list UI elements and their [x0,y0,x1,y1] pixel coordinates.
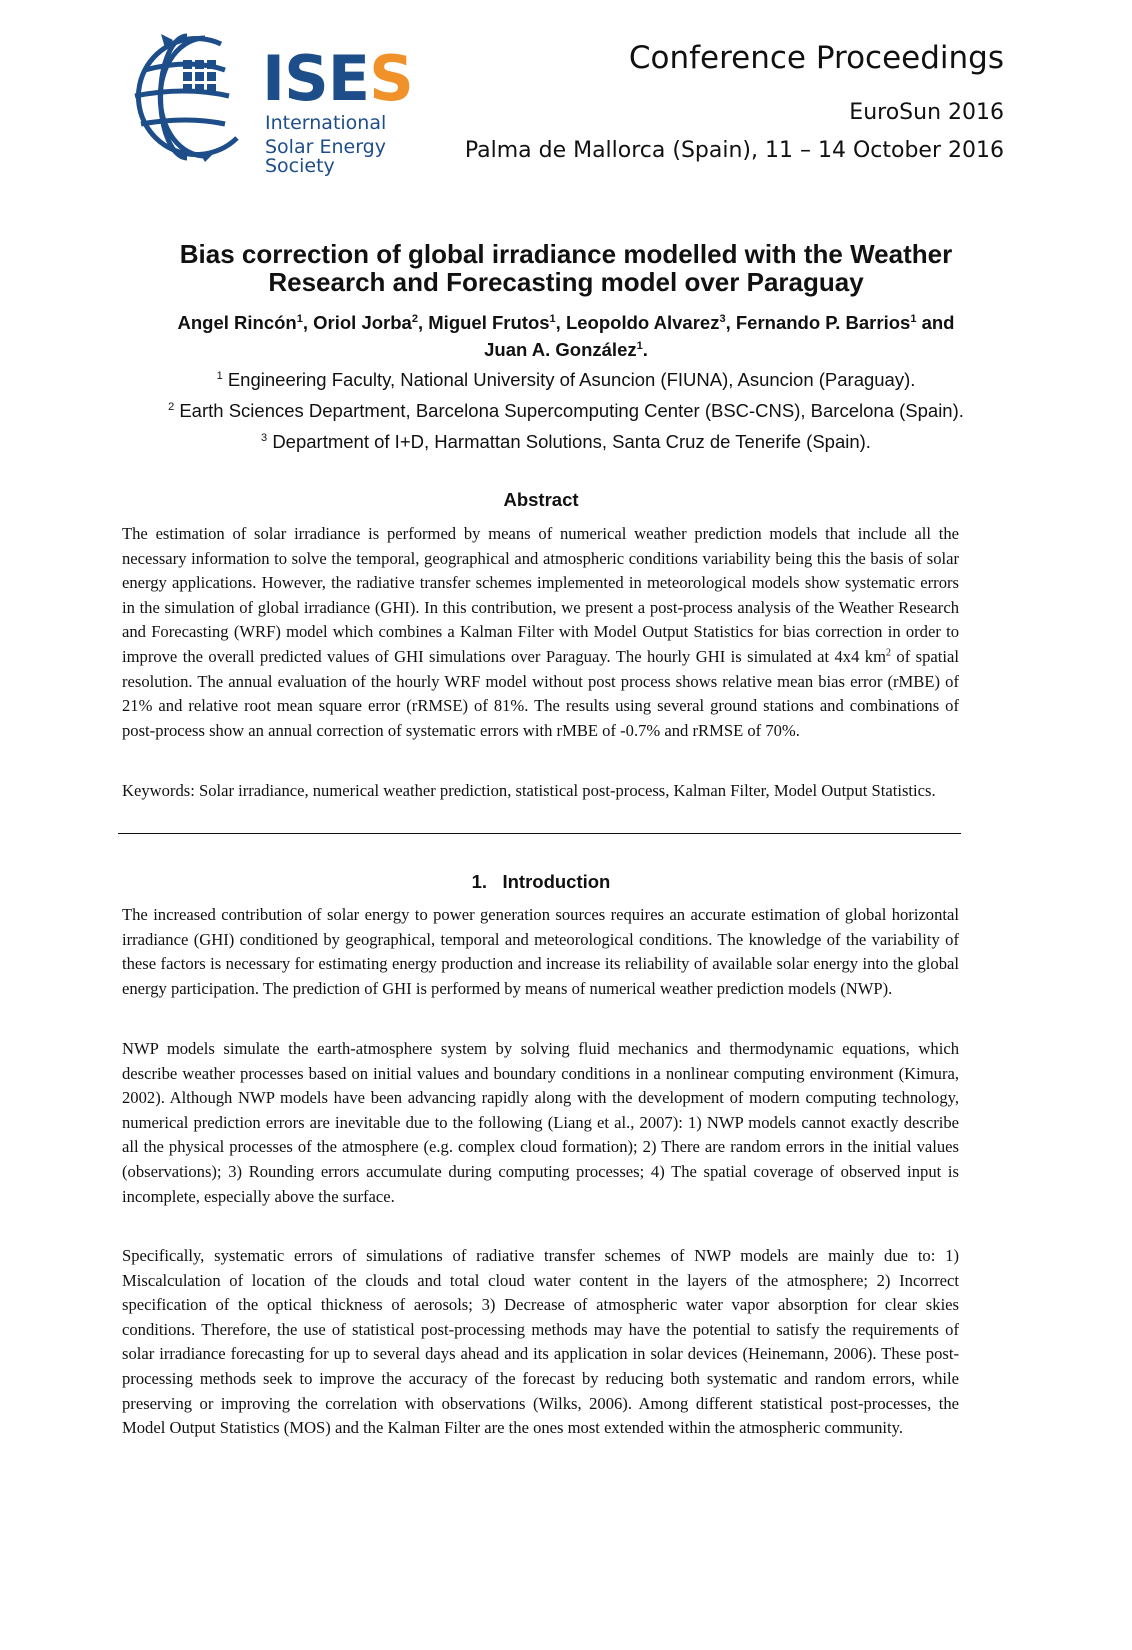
affiliation-number: 2 [168,400,175,413]
wordmark-ise: ISE [262,42,370,115]
abstract-text-part1: The estimation of solar irradiance is performed by means of numerical weather prediction models that include all the necessary information to solve the temporal, geographical and atmospheric conditions variability being this the basis of solar energy applications. However, the radiative transfer schemes implemented in meteorological models show systematic errors in the simulation of global irradiance (GHI). In this contribution, we present a post-process analysis of the Weather Research and Forecasting (WRF) model which combines a Kalman Filter with Model Output Statistics for bias correction in order to improve the overall predicted values of GHI simulations over Paraguay. The hourly GHI is simulated at 4x4 km [122,524,959,666]
intro-paragraph-1: The increased contribution of solar energy to power generation sources requires an accurate estimation of global horizontal irradiance (GHI) conditioned by geographical, temporal and meteorological conditions. The knowledge of the variability of these factors is necessary for estimating energy production and increase its reliability of available solar energy into the global energy participation. The prediction of GHI is performed by means of numerical weather prediction models (NWP). [122,905,959,998]
author-affiliation-mark: 1 [910,312,917,325]
author-name: Angel Rincón [177,312,297,333]
globe-icon [125,30,255,165]
section-divider [118,833,961,834]
affiliation-text: Earth Sciences Department, Barcelona Supercomputing Center (BSC-CNS), Barcelona (Spain). [179,400,964,421]
event-venue-dates: Palma de Mallorca (Spain), 11 – 14 October 2016 [464,138,1004,163]
ises-logo [125,30,445,177]
affiliation-number: 1 [216,369,223,382]
ises-wordmark [262,42,413,115]
paper-title: Bias correction of global irradiance modelled with the Weather Research and Forecasting model over Paraguay [179,239,953,297]
author-name: Fernando P. Barrios [735,312,911,333]
introduction-heading [120,871,962,893]
abstract-heading: Abstract [503,489,579,510]
author-affiliation-mark: 1 [296,312,303,325]
affiliation-2 [100,400,1032,422]
affiliation-1 [100,369,1032,391]
author-name: Miguel Frutos [428,312,550,333]
author-affiliation-mark: 1 [636,339,643,352]
author-name: Juan A. González [484,339,637,360]
logo-subtitle-1: International [265,112,387,134]
wordmark-s: S [369,42,413,115]
abstract-text-part2: of spatial resolution. The annual evaluation of the hourly WRF model without post process shows relative mean bias error (rMBE) of 21% and relative root mean square error (rRMSE) of 81%. The results using several ground stations and combinations of post-process show an annual correction of systematic errors with rMBE of -0.7% and rRMSE of 70%. [122,646,959,740]
keywords: Keywords: Solar irradiance, numerical weather prediction, statistical post-process, Kalman Filter, Model Output Statistics. [122,781,936,800]
affiliation-3 [100,431,1032,453]
logo-subtitle-2: Solar Energy Society [265,136,386,177]
author-affiliation-mark: 1 [549,312,556,325]
author-affiliation-mark: 2 [411,312,418,325]
author-list: Angel Rincón$^1$, Oriol Jorba$^2$, Miguel Frutos$^1$, Leopoldo Alvarez$^3$, Fernando P. Barrios$^1$ and Juan A. González$^1$. [177,312,955,360]
author-affiliation-mark: 3 [719,312,726,325]
intro-paragraph-2: NWP models simulate the earth-atmosphere system by solving fluid mechanics and thermodynamic equations, which describe weather processes based on initial values and boundary conditions in a nonlinear computing environment (Kimura, 2002). Although NWP models have been advancing rapidly along with the development of modern computing technology, numerical prediction errors are inevitable due to the following (Liang et al., 2007): 1) NWP models cannot exactly describe all the physical processes of the atmosphere (e.g. complex cloud formation); 2) There are random errors in the initial values (observations); 3) Rounding errors accumulate during computing processes; 4) The spatial coverage of observed input is incomplete, especially above the surface. [122,1039,959,1206]
author-name: Oriol Jorba [313,312,412,333]
conference-proceedings-label: Conference Proceedings [628,40,1004,76]
section-title: Introduction [502,871,611,892]
affiliation-text: Engineering Faculty, National University of Asuncion (FIUNA), Asuncion (Paraguay). [227,369,916,390]
affiliation-text: Department of I+D, Harmattan Solutions, Santa Cruz de Tenerife (Spain). [272,431,871,452]
affiliation-number: 3 [261,431,268,444]
intro-paragraph-3: Specifically, systematic errors of simulations of radiative transfer schemes of NWP models are mainly due to: 1) Miscalculation of location of the clouds and total cloud water content in the layers of the atmosphere; 2) Incorrect specification of the optical thickness of aerosols; 3) Decrease of atmospheric water vapor absorption for clear skies conditions. Therefore, the use of statistical post-processing methods may have the potential to satisfy the requirements of solar irradiance forecasting for up to several days ahead and its application in solar devices (Heinemann, 2006). These post-processing methods seek to improve the accuracy of the forecast by reducing both systematic and random errors, while preserving or improving the correlation with observations (Wilks, 2006). Among different statistical post-processes, the Model Output Statistics (MOS) and the Kalman Filter are the ones most extended within the atmospheric community. [122,1246,959,1438]
abstract-body [122,522,959,743]
author-name: Leopoldo Alvarez [565,312,720,333]
section-number: 1. [471,871,488,892]
event-name: EuroSun 2016 [849,100,1004,125]
abstract-superscript: 2 [886,647,892,659]
